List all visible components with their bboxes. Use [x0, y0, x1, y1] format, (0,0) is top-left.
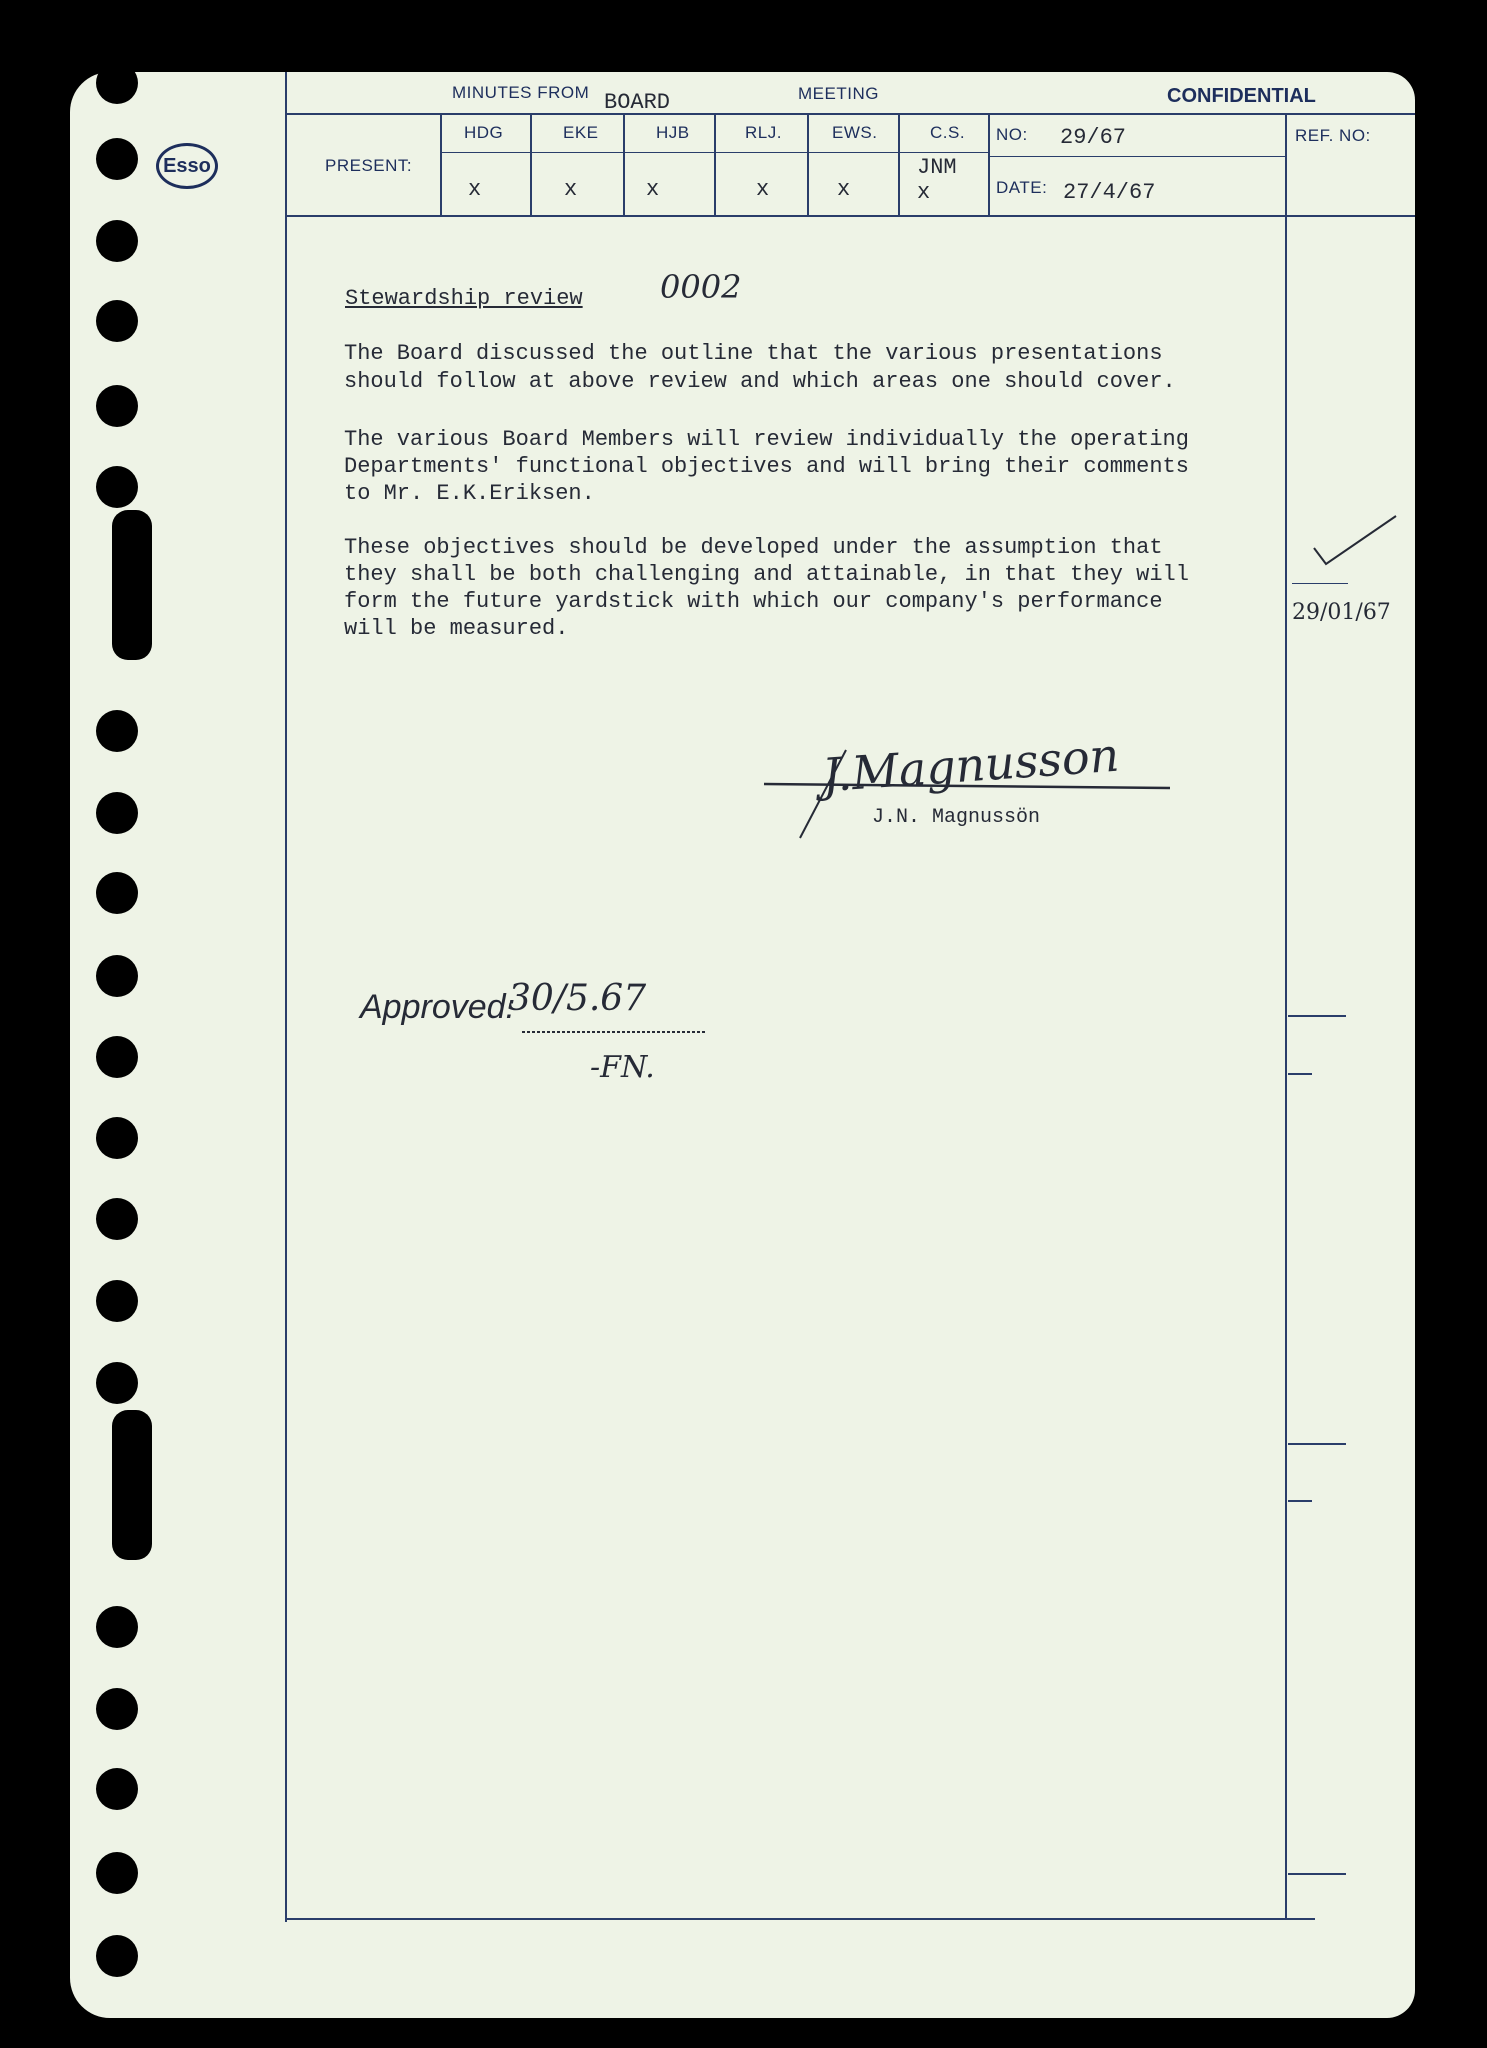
- header-rule: [287, 113, 1415, 115]
- member-initials: HDG: [464, 123, 504, 142]
- member-mark: x: [917, 180, 931, 205]
- paragraph-line: to Mr. E.K.Eriksen.: [344, 481, 595, 506]
- member-mark: x: [646, 177, 660, 202]
- member-mark: x: [564, 177, 578, 202]
- signature-icon: [760, 720, 1180, 850]
- present-label: PRESENT:: [325, 156, 413, 175]
- margin-note: 29/01/67: [1292, 600, 1391, 625]
- signature-scrawl: J.Magnusson: [820, 727, 1121, 803]
- esso-logo: Esso: [156, 143, 218, 189]
- member-initials: HJB: [656, 123, 690, 142]
- member-mark: x: [756, 177, 770, 202]
- approval-underline: [520, 1028, 710, 1036]
- ref-no-label: REF. NO:: [1295, 126, 1371, 145]
- member-extra: JNM: [917, 155, 957, 180]
- paragraph-line: Departments' functional objectives and will bring their comments: [344, 454, 1189, 479]
- confidential-label: CONFIDENTIAL: [1167, 85, 1316, 107]
- minutes-from-value: BOARD: [604, 90, 671, 115]
- no-label: NO:: [996, 125, 1028, 144]
- paragraph-line: should follow at above review and which areas one should cover.: [344, 369, 1176, 394]
- left-frame-line: [285, 72, 287, 1922]
- paragraph-line: form the future yardstick with which our company's performance: [344, 589, 1163, 614]
- paragraph-line: they shall be both challenging and attainable, in that they will: [344, 562, 1189, 587]
- member-mark: x: [468, 177, 482, 202]
- date-value: 27/4/67: [1063, 180, 1156, 205]
- member-initials: EWS.: [832, 123, 878, 142]
- section-title: Stewardship review: [345, 286, 583, 311]
- paragraph-line: The various Board Members will review individually the operating: [344, 427, 1189, 452]
- member-initials: RLJ.: [745, 123, 782, 142]
- meeting-label: MEETING: [798, 84, 879, 103]
- paragraph-line: These objectives should be developed under the assumption that: [344, 535, 1163, 560]
- page-number: 0002: [660, 268, 742, 306]
- header-bottom-rule: [287, 215, 1415, 217]
- ref-column-line: [1285, 113, 1287, 1919]
- no-value: 29/67: [1060, 125, 1127, 150]
- minutes-from-label: MINUTES FROM: [452, 83, 590, 102]
- binder-holes: [0, 0, 140, 2048]
- bottom-frame-line: [285, 1918, 1315, 1920]
- date-label: DATE:: [996, 178, 1048, 197]
- approved-initials: -FN.: [590, 1050, 655, 1085]
- approved-date: 30/5.67: [508, 978, 647, 1019]
- member-initials: C.S.: [930, 123, 966, 142]
- checkmark-icon: [1310, 512, 1400, 572]
- no-date-rule: [990, 156, 1285, 157]
- member-mark: x: [837, 177, 851, 202]
- member-initials: EKE: [563, 123, 599, 142]
- paragraph-line: The Board discussed the outline that the various presentations: [344, 341, 1163, 366]
- approved-label: Approved:: [360, 988, 515, 1026]
- paragraph-line: will be measured.: [344, 616, 569, 641]
- signature-name: J.N. Magnussön: [872, 806, 1041, 829]
